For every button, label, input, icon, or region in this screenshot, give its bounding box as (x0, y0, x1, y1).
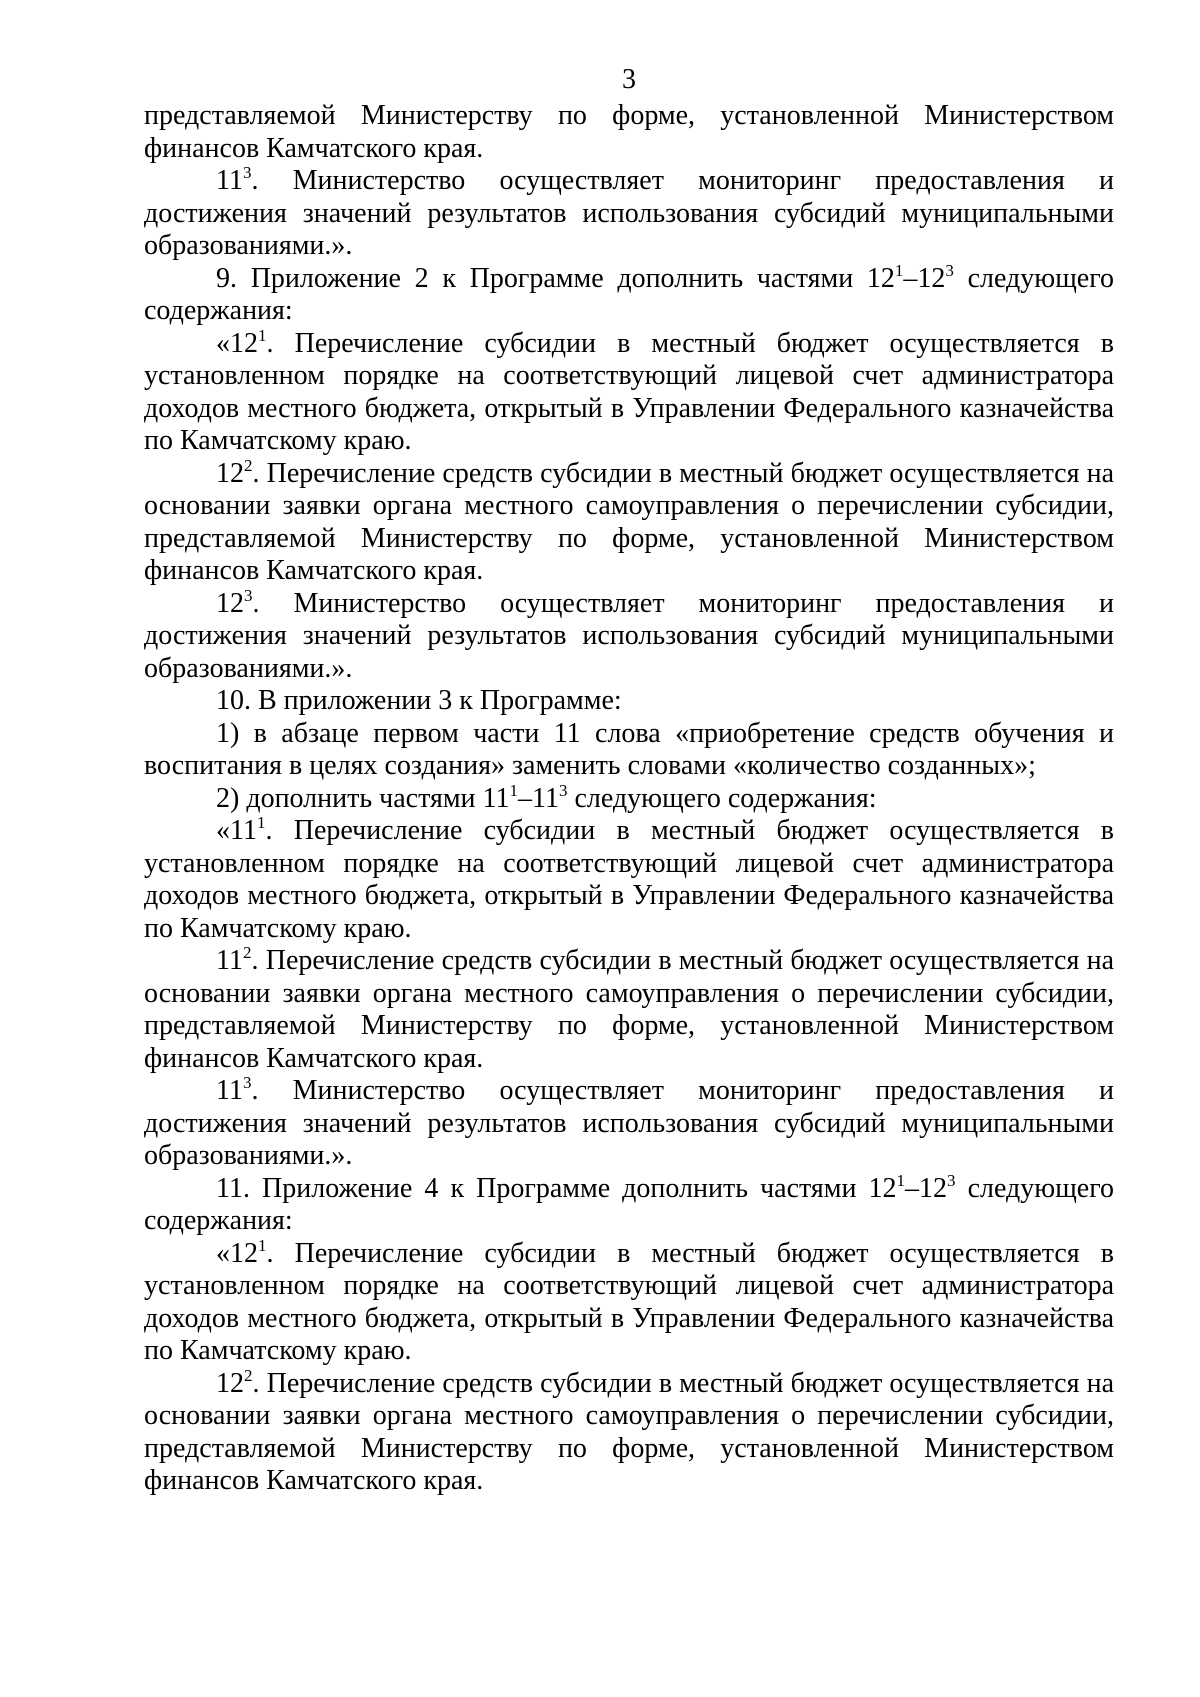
superscript: 2 (244, 455, 253, 475)
paragraph-text: 1) в абзаце первом части 11 слова «приобретение средств обучения и воспитания в целях создания» заменить словами «количество созданных»; (144, 717, 1114, 781)
paragraph-text: следующего содержания: (567, 782, 877, 814)
paragraph-text: 2) дополнить частями 11 (216, 782, 510, 814)
superscript: 1 (509, 780, 518, 800)
paragraph-text: –12 (905, 1172, 948, 1204)
paragraph-text: . Перечисление субсидии в местный бюджет осуществляется в установленном порядке на соответствующий лицевой счет администратора доходов местного бюджета, открытый в Управлении Федерального казначейства по Камчатскому краю. (144, 815, 1114, 944)
superscript: 3 (558, 780, 568, 800)
paragraph-text: . Перечисление средств субсидии в местный бюджет осуществляется на основании заявки органа местного самоуправления о перечислении субсидии, представляемой Министерству по форме, установленной Министерством финансов Камчатского края. (144, 945, 1114, 1074)
superscript: 3 (945, 260, 954, 280)
paragraph-text: 10. В приложении 3 к Программе: (216, 685, 622, 716)
paragraph-text: . Перечисление средств субсидии в местный бюджет осуществляется на основании заявки органа местного самоуправления о перечислении субсидии, представляемой Министерству по форме, установленной Министерством финансов Камчатского края. (144, 1367, 1114, 1496)
paragraph-text: 9. Приложение 2 к Программе дополнить частями 12 (216, 262, 895, 294)
paragraph-text: 12 (216, 457, 244, 489)
superscript: 3 (947, 1170, 956, 1190)
paragraph-text: . Перечисление средств субсидии в местный бюджет осуществляется на основании заявки органа местного самоуправления о перечислении субсидии, представляемой Министерству по форме, установленной Министерством финансов Камчатского края. (144, 457, 1114, 586)
paragraph-text: . Министерство осуществляет мониторинг предоставления и достижения значений результатов использования субсидий муниципальными образованиями.». (144, 587, 1114, 684)
paragraph-text: 11 (216, 165, 243, 196)
superscript: 1 (896, 1170, 906, 1190)
paragraph-text: представляемой Министерству по форме, установленной Министерством финансов Камчатского края. (144, 100, 1114, 164)
paragraph (144, 325, 1114, 458)
superscript: 1 (258, 1235, 267, 1255)
paragraph-text: –11 (517, 782, 559, 814)
document-page (144, 62, 1114, 1498)
paragraph (144, 100, 1114, 165)
paragraph-text: 12 (216, 1367, 244, 1399)
superscript: 3 (244, 585, 253, 605)
paragraph-text: . Перечисление субсидии в местный бюджет осуществляется в установленном порядке на соответствующий лицевой счет администратора доходов местного бюджета, открытый в Управлении Федерального казначейства по Камчатскому краю. (144, 327, 1114, 456)
paragraph (144, 718, 1114, 783)
paragraph-text: 11 (216, 1075, 243, 1106)
paragraph-text: 12 (216, 587, 244, 619)
paragraph (144, 260, 1114, 328)
paragraph-text: . Министерство осуществляет мониторинг предоставления и достижения значений результатов использования субсидий муниципальными образованиями.». (144, 1075, 1114, 1171)
paragraph (144, 1075, 1114, 1173)
superscript: 1 (258, 325, 267, 345)
paragraph (144, 585, 1114, 686)
paragraph-text: «12 (216, 1237, 258, 1269)
paragraph-text: –12 (903, 262, 946, 294)
paragraph (144, 780, 1114, 816)
document-body (144, 100, 1114, 1498)
paragraph-text: 11 (216, 945, 243, 976)
superscript: 1 (256, 813, 266, 832)
superscript: 2 (242, 943, 252, 962)
paragraph-text: следующего содержания: (144, 1172, 1114, 1236)
paragraph-text: «12 (216, 327, 258, 359)
paragraph-text: «11 (216, 815, 257, 846)
superscript: 3 (242, 1073, 252, 1092)
paragraph (144, 1235, 1114, 1368)
paragraph-text: следующего содержания: (144, 262, 1114, 326)
superscript: 2 (244, 1365, 253, 1385)
paragraph-text: . Министерство осуществляет мониторинг предоставления и достижения значений результатов использования субсидий муниципальными образованиями.». (144, 165, 1114, 261)
paragraph (144, 815, 1114, 945)
paragraph (144, 165, 1114, 263)
paragraph (144, 1170, 1114, 1238)
paragraph-text: . Перечисление субсидии в местный бюджет осуществляется в установленном порядке на соответствующий лицевой счет администратора доходов местного бюджета, открытый в Управлении Федерального казначейства по Камчатскому краю. (144, 1237, 1114, 1366)
paragraph (144, 1365, 1114, 1498)
paragraph (144, 455, 1114, 588)
paragraph-text: 11. Приложение 4 к Программе дополнить частями 12 (216, 1172, 897, 1204)
paragraph (144, 685, 1114, 718)
superscript: 1 (894, 260, 904, 280)
paragraph (144, 945, 1114, 1075)
superscript: 3 (242, 163, 252, 182)
page-number: 3 (622, 64, 636, 95)
